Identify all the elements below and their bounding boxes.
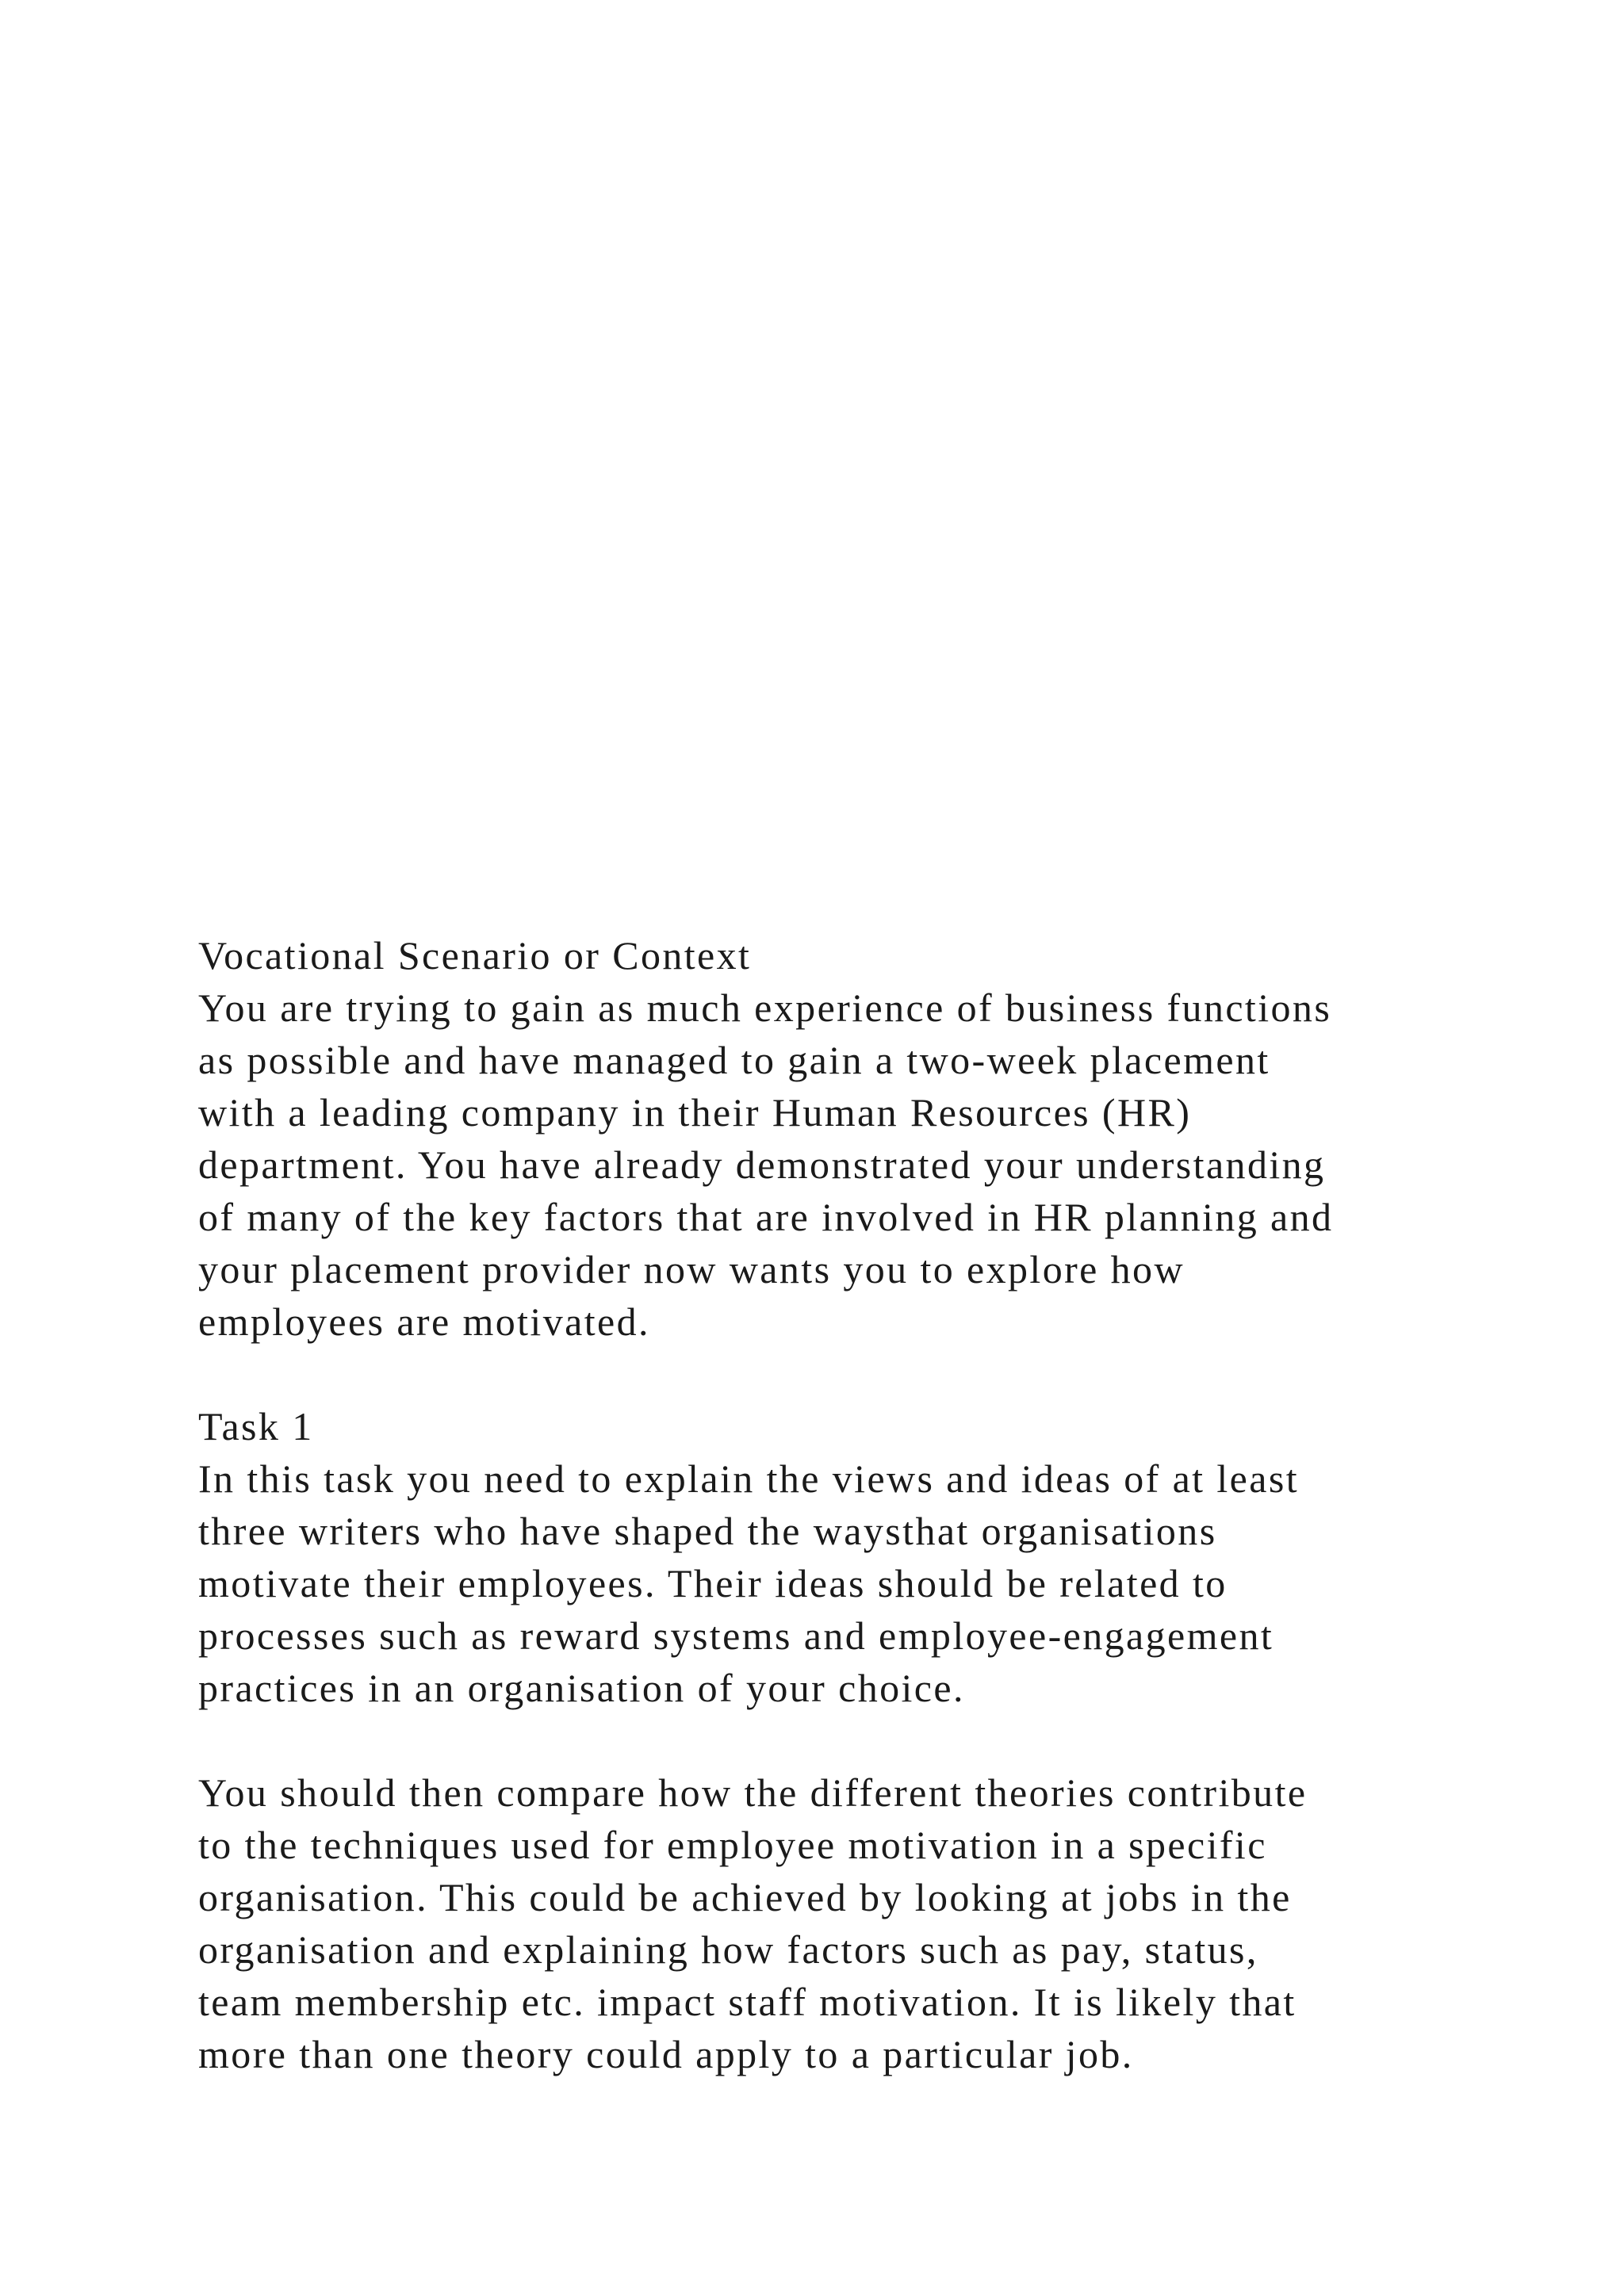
scenario-line: your placement provider now wants you to explore how [198,1247,1185,1292]
scenario-line: of many of the key factors that are involved in HR planning and [198,1195,1334,1239]
scenario-line: with a leading company in their Human Resources (HR) [198,1090,1192,1135]
scenario-line: department. You have already demonstrated your understanding [198,1142,1326,1187]
task-title: Task 1 [198,1404,314,1448]
compare-line: to the techniques used for employee motivation in a specific [198,1823,1267,1867]
compare-line: You should then compare how the different theories contribute [198,1770,1308,1815]
document-body [198,929,1546,2080]
scenario-line: You are trying to gain as much experience of business functions [198,985,1332,1030]
paragraph-spacer [198,1714,1546,1766]
task-line: motivate their employees. Their ideas should be related to [198,1561,1228,1605]
paragraph-spacer [198,1348,1546,1400]
section-heading: Vocational Scenario or Context [198,933,752,978]
compare-line: team membership etc. impact staff motivation. It is likely that [198,1980,1297,2024]
task-line: In this task you need to explain the views and ideas of at least [198,1456,1299,1501]
compare-line: organisation and explaining how factors such as pay, status, [198,1927,1258,1972]
compare-line: more than one theory could apply to a particular job. [198,2032,1134,2076]
task-line: three writers who have shaped the waysthat organisations [198,1509,1217,1553]
task-line: practices in an organisation of your choice. [198,1666,965,1710]
scenario-line: employees are motivated. [198,1299,650,1344]
task-line: processes such as reward systems and employee-engagement [198,1613,1274,1658]
compare-line: organisation. This could be achieved by looking at jobs in the [198,1875,1292,1919]
scenario-line: as possible and have managed to gain a two-week placement [198,1038,1270,1082]
